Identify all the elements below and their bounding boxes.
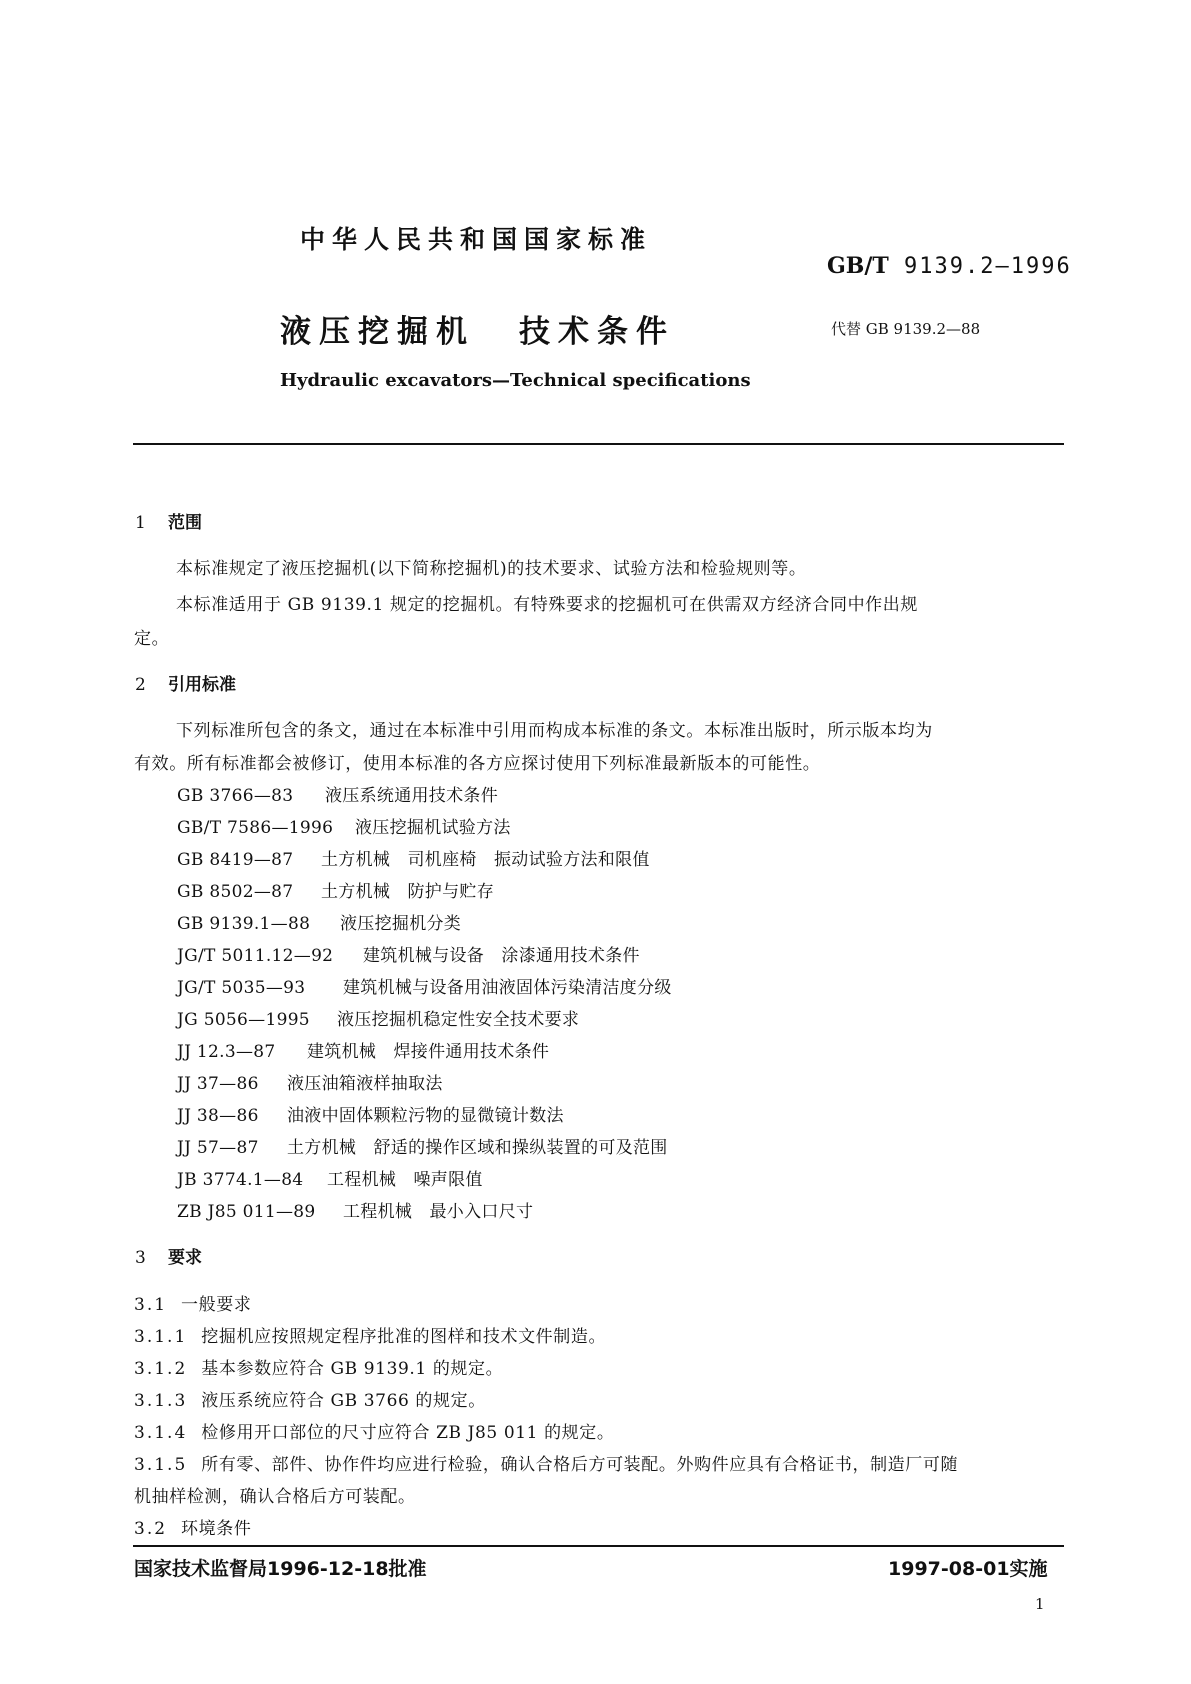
reference-title: 工程机械 最小入口尺寸 — [343, 1202, 534, 1222]
requirement-item — [134, 1386, 486, 1411]
reference-title: 建筑机械与设备用油液固体污染清洁度分级 — [343, 978, 672, 998]
standard-prefix: GB/T — [827, 253, 889, 279]
reference-title: 液压油箱液样抽取法 — [287, 1074, 443, 1094]
reference-code: JB 3774.1—84 — [177, 1170, 304, 1190]
national-standard-heading: 中华人民共和国国家标准 — [300, 225, 653, 254]
reference-title: 土方机械 防护与贮存 — [321, 882, 494, 902]
section-1-paragraph-1: 本标准规定了液压挖掘机(以下简称挖掘机)的技术要求、试验方法和检验规则等。 — [176, 559, 807, 579]
reference-item — [177, 1005, 579, 1030]
document-title — [280, 306, 675, 351]
page-number: 1 — [1035, 1595, 1045, 1613]
reference-code: GB 8419—87 — [177, 850, 294, 870]
standard-number-value: 9139.2—1996 — [904, 254, 1072, 279]
reference-code: JG 5056—1995 — [177, 1010, 310, 1030]
reference-item — [177, 813, 511, 838]
reference-title: 液压挖掘机分类 — [340, 914, 462, 934]
implementation-date: 1997-08-01实施 — [888, 1558, 1048, 1580]
reference-item — [177, 781, 498, 806]
requirement-item — [134, 1290, 251, 1315]
section-1-paragraph-2-line-2: 定。 — [134, 629, 170, 649]
requirement-text: 环境条件 — [181, 1519, 252, 1539]
title-part2: 技术条件 — [519, 314, 675, 350]
reference-title: 液压挖掘机稳定性安全技术要求 — [337, 1010, 580, 1030]
section-1-number: 1 — [135, 513, 146, 533]
section-1-heading — [135, 508, 202, 533]
requirement-number: 3.1.5 — [134, 1455, 188, 1475]
section-3-title: 要求 — [168, 1248, 202, 1268]
english-title: Hydraulic excavators—Technical specifications — [280, 370, 751, 391]
reference-title: 油液中固体颗粒污物的显微镜计数法 — [287, 1106, 564, 1126]
requirement-number: 3.1.2 — [134, 1359, 188, 1379]
reference-item — [177, 973, 672, 998]
reference-code: JG/T 5035—93 — [177, 978, 306, 998]
requirement-number: 3.1.1 — [134, 1327, 188, 1347]
reference-title: 工程机械 噪声限值 — [327, 1170, 483, 1190]
reference-item — [177, 1133, 668, 1158]
reference-item — [177, 1165, 483, 1190]
section-2-title: 引用标准 — [168, 675, 236, 695]
requirement-item — [134, 1354, 503, 1379]
requirement-continuation: 机抽样检测，确认合格后方可装配。 — [134, 1487, 416, 1507]
footer-divider — [133, 1545, 1064, 1547]
requirement-text: 基本参数应符合 GB 9139.1 的规定。 — [201, 1359, 504, 1379]
reference-item — [177, 909, 461, 934]
reference-title: 建筑机械 焊接件通用技术条件 — [307, 1042, 550, 1062]
reference-code: ZB J85 011—89 — [177, 1202, 316, 1222]
reference-item — [177, 1069, 443, 1094]
reference-item — [177, 941, 640, 966]
section-2-heading — [135, 670, 236, 695]
reference-title: 建筑机械与设备 涂漆通用技术条件 — [363, 946, 640, 966]
header-divider — [133, 443, 1064, 445]
reference-code: GB 8502—87 — [177, 882, 294, 902]
reference-item — [177, 845, 650, 870]
requirement-text: 挖掘机应按照规定程序批准的图样和技术文件制造。 — [201, 1327, 607, 1347]
reference-code: JG/T 5011.12—92 — [177, 946, 334, 966]
reference-code: GB/T 7586—1996 — [177, 818, 334, 838]
approval-date: 国家技术监督局1996-12-18批准 — [134, 1558, 427, 1580]
section-2-paragraph-line-1: 下列标准所包含的条文，通过在本标准中引用而构成本标准的条文。本标准出版时，所示版本均为 — [176, 721, 933, 741]
reference-title: 液压系统通用技术条件 — [325, 786, 498, 806]
requirement-text: 所有零、部件、协作件均应进行检验，确认合格后方可装配。外购件应具有合格证书，制造厂可随 — [201, 1455, 959, 1475]
requirement-text: 检修用开口部位的尺寸应符合 ZB J85 011 的规定。 — [201, 1423, 615, 1443]
section-3-number: 3 — [135, 1248, 146, 1268]
reference-title: 土方机械 舒适的操作区域和操纵装置的可及范围 — [287, 1138, 668, 1158]
reference-item — [177, 1197, 533, 1222]
reference-code: JJ 38—86 — [177, 1106, 259, 1126]
requirement-item — [134, 1322, 606, 1347]
reference-code: JJ 37—86 — [177, 1074, 259, 1094]
requirement-number: 3.1 — [134, 1295, 168, 1315]
requirement-item — [134, 1450, 958, 1475]
requirement-item — [134, 1418, 614, 1443]
title-part1: 液压挖掘机 — [280, 314, 475, 350]
section-3-heading — [135, 1243, 202, 1268]
reference-title: 液压挖掘机试验方法 — [355, 818, 511, 838]
requirement-text: 一般要求 — [181, 1295, 252, 1315]
section-1-title: 范围 — [168, 513, 202, 533]
replaces-note: 代替 GB 9139.2—88 — [831, 320, 981, 338]
reference-title: 土方机械 司机座椅 振动试验方法和限值 — [321, 850, 650, 870]
section-1-paragraph-2-line-1: 本标准适用于 GB 9139.1 规定的挖掘机。有特殊要求的挖掘机可在供需双方经济合同中作出规 — [176, 595, 918, 615]
reference-item — [177, 877, 494, 902]
reference-item — [177, 1101, 564, 1126]
requirement-item — [134, 1514, 251, 1539]
reference-code: JJ 12.3—87 — [177, 1042, 276, 1062]
reference-code: JJ 57—87 — [177, 1138, 259, 1158]
requirement-text: 液压系统应符合 GB 3766 的规定。 — [201, 1391, 486, 1411]
requirement-number: 3.1.3 — [134, 1391, 188, 1411]
requirement-number: 3.1.4 — [134, 1423, 188, 1443]
reference-code: GB 9139.1—88 — [177, 914, 311, 934]
standard-number — [827, 253, 1072, 279]
reference-code: GB 3766—83 — [177, 786, 294, 806]
reference-item — [177, 1037, 549, 1062]
section-2-number: 2 — [135, 675, 146, 695]
section-2-paragraph-line-2: 有效。所有标准都会被修订，使用本标准的各方应探讨使用下列标准最新版本的可能性。 — [134, 754, 821, 774]
requirement-number: 3.2 — [134, 1519, 168, 1539]
